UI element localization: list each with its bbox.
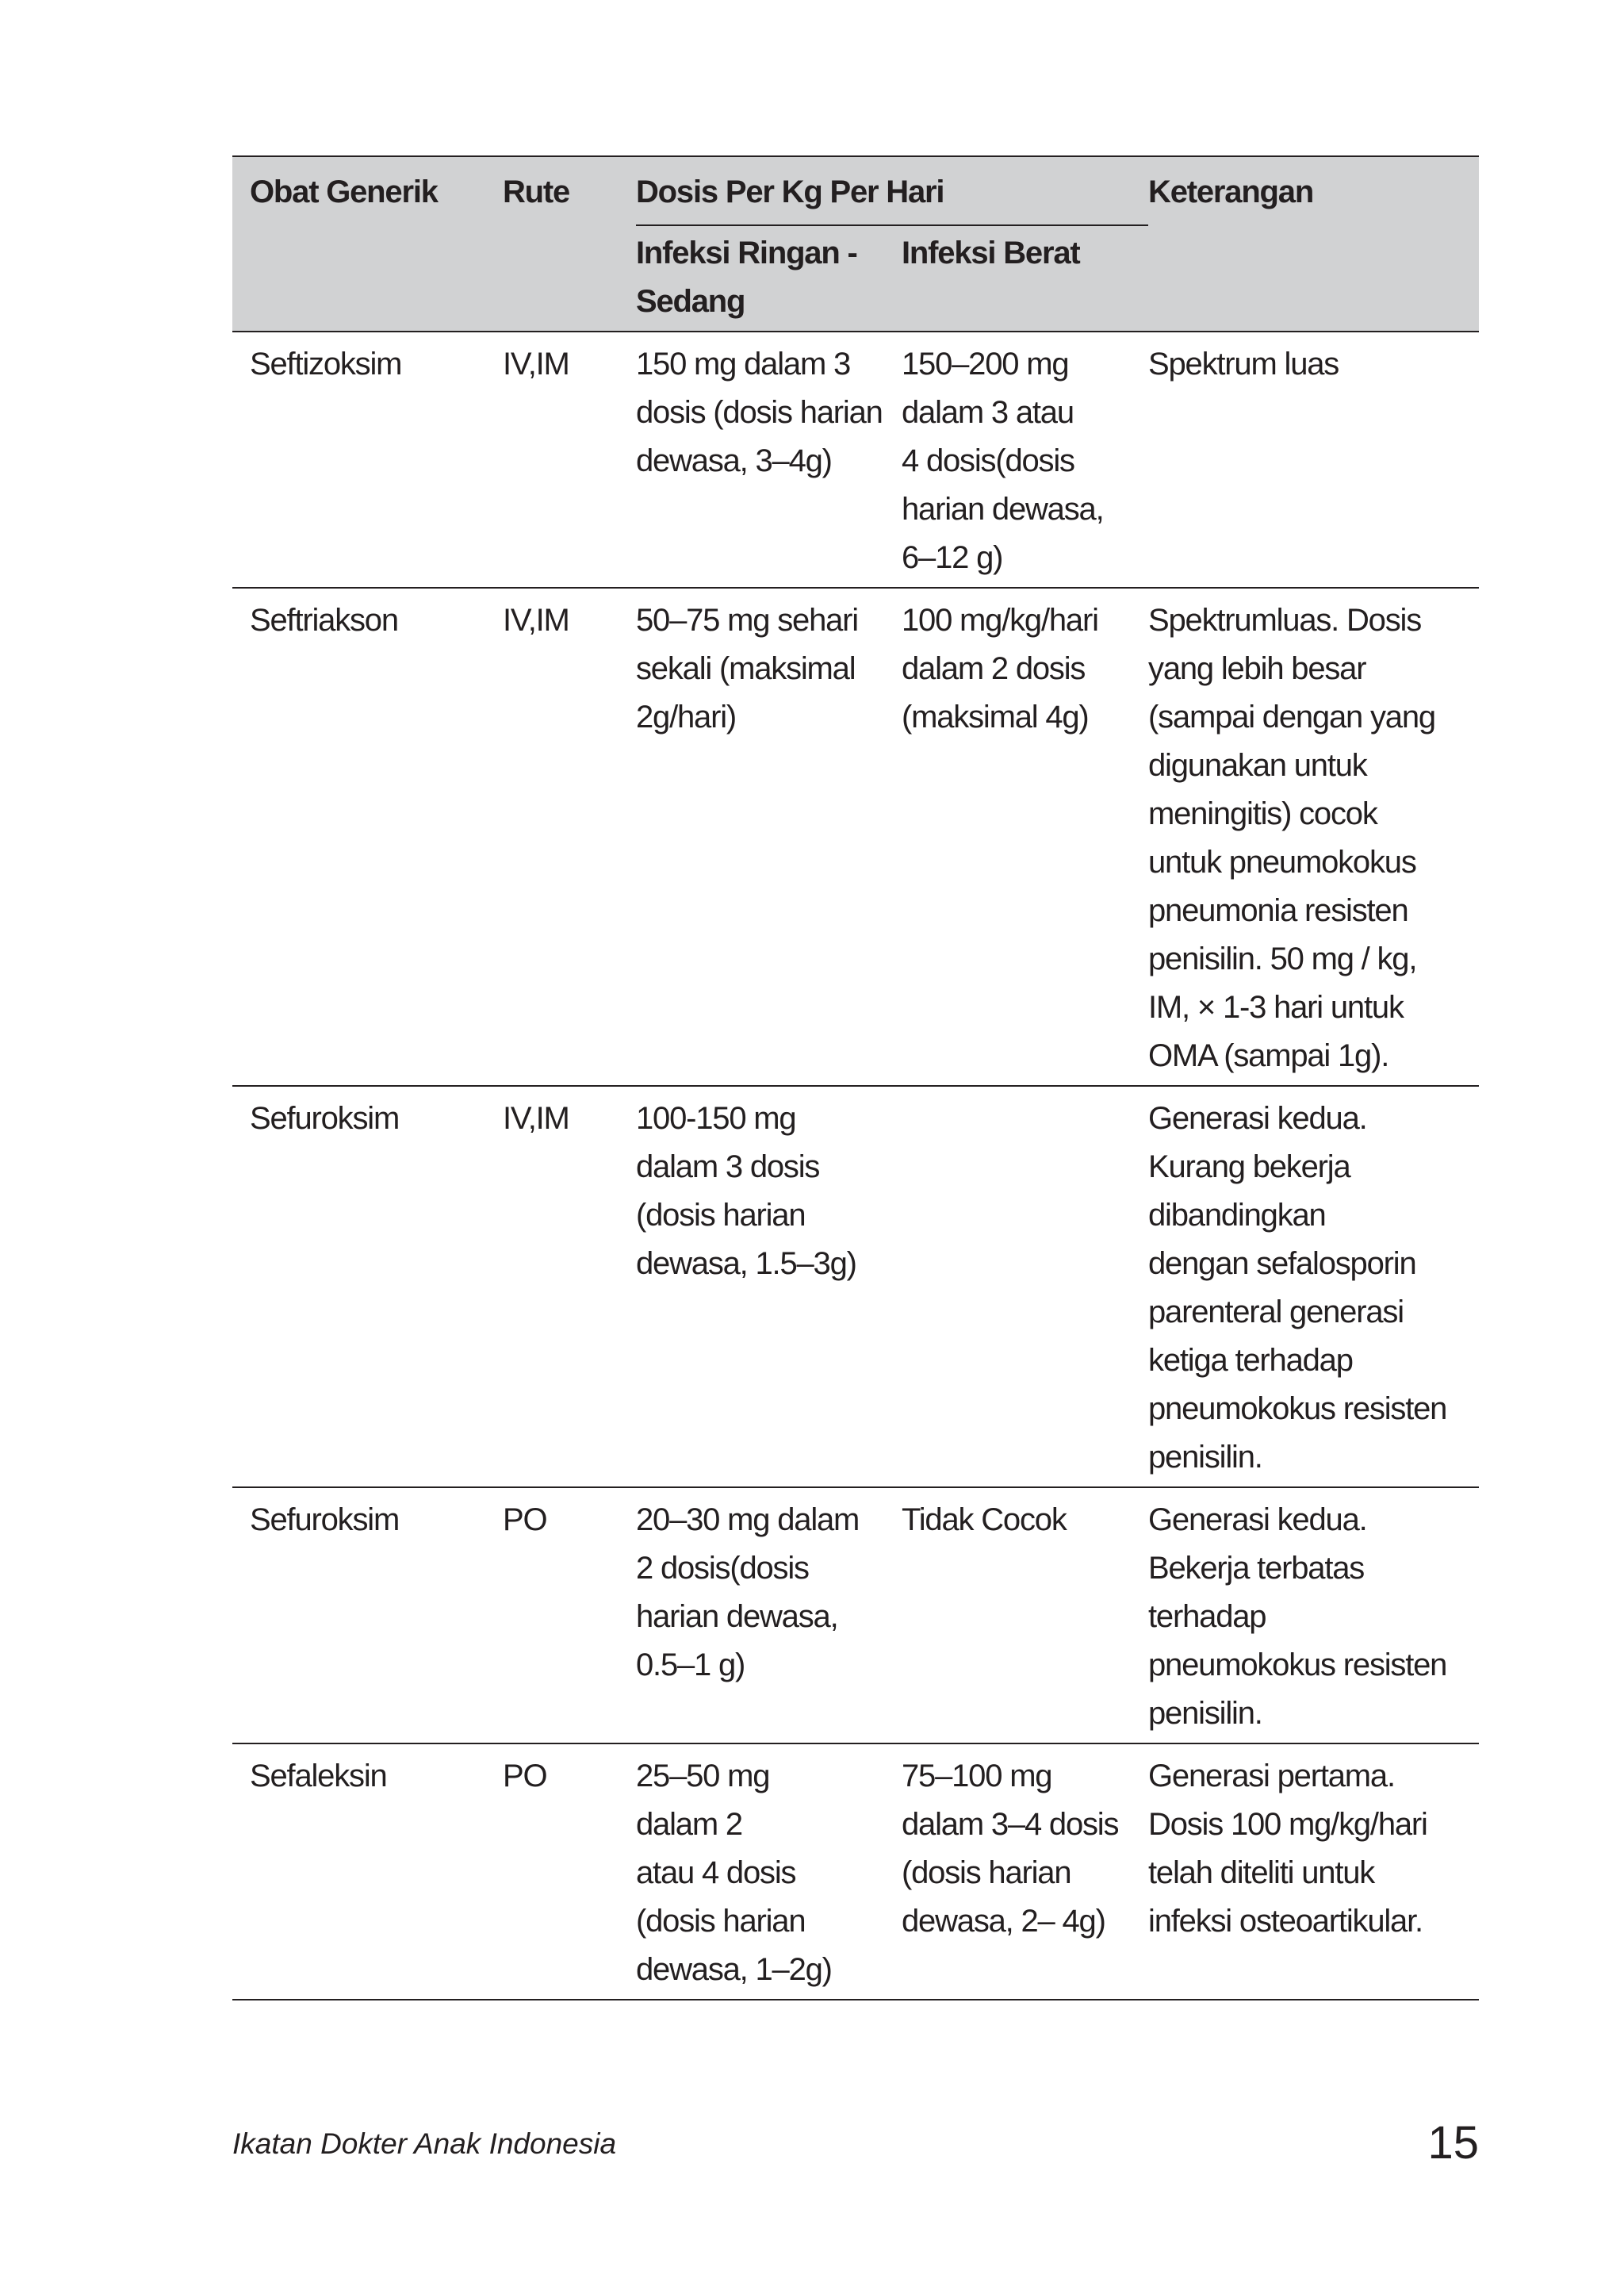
header-route: Rute: [503, 156, 636, 332]
table-row: [232, 1743, 1479, 2000]
cell-drug: Sefuroksim: [250, 1101, 400, 1136]
cell-route: PO: [503, 1502, 547, 1537]
antibiotic-dosage-table: [232, 155, 1479, 2000]
cell-note: Spektrumluas. Dosis yang lebih besar (sampai dengan yang digunakan untuk meningitis) cocok untuk pneumokokus pneumonia resisten penisilin. 50 mg / kg, IM, × 1-3 hari untuk OMA (sampai 1g).: [1148, 603, 1435, 1073]
cell-mild-dose: 20–30 mg dalam 2 dosis(dosis harian dewasa, 0.5–1 g): [636, 1502, 860, 1682]
cell-mild-dose: 150 mg dalam 3 dosis (dosis harian dewasa, 3–4g): [636, 347, 883, 478]
header-row-top: [232, 156, 1479, 225]
table-body: [232, 332, 1479, 2000]
header-note: Keterangan: [1148, 156, 1479, 332]
cell-route: IV,IM: [503, 1101, 569, 1136]
cell-severe-dose: 150–200 mg dalam 3 atau 4 dosis(dosis harian dewasa, 6–12 g): [902, 347, 1104, 575]
table-row: [232, 588, 1479, 1086]
cell-severe-dose: 75–100 mg dalam 3–4 dosis (dosis harian dewasa, 2– 4g): [902, 1759, 1119, 1939]
cell-route: IV,IM: [503, 347, 569, 382]
cell-drug: Seftriakson: [250, 603, 398, 638]
cell-note: Generasi kedua. Bekerja terbatas terhadap pneumokokus resisten penisilin.: [1148, 1502, 1447, 1731]
cell-note: Generasi kedua. Kurang bekerja dibandingkan dengan sefalosporin parenteral generasi ketiga terhadap pneumokokus resisten penisilin.: [1148, 1101, 1447, 1475]
table-row: [232, 332, 1479, 588]
cell-route: PO: [503, 1759, 547, 1793]
header-drug: Obat Generik: [232, 156, 503, 332]
cell-severe-dose: 100 mg/kg/hari dalam 2 dosis (maksimal 4g): [902, 603, 1098, 735]
header-dose-group: Dosis Per Kg Per Hari: [636, 156, 1148, 225]
table-row: [232, 1487, 1479, 1743]
cell-mild-dose: 25–50 mg dalam 2 atau 4 dosis (dosis harian dewasa, 1–2g): [636, 1759, 832, 1987]
cell-note: Spektrum luas: [1148, 347, 1339, 382]
page-number: 15: [1427, 2117, 1479, 2169]
header-severe-infection: Infeksi Berat: [902, 225, 1148, 332]
cell-severe-dose: [902, 1086, 1148, 1487]
footer-publisher: Ikatan Dokter Anak Indonesia: [232, 2127, 617, 2160]
cell-drug: Sefaleksin: [250, 1759, 387, 1793]
table-header: [232, 156, 1479, 332]
cell-drug: Sefuroksim: [250, 1502, 400, 1537]
header-mild-infection: Infeksi Ringan - Sedang: [636, 225, 902, 332]
table-row: [232, 1086, 1479, 1487]
cell-mild-dose: 50–75 mg sehari sekali (maksimal 2g/hari): [636, 603, 858, 735]
cell-route: IV,IM: [503, 603, 569, 638]
cell-mild-dose: 100-150 mg dalam 3 dosis (dosis harian dewasa, 1.5–3g): [636, 1101, 856, 1281]
cell-severe-dose: Tidak Cocok: [902, 1502, 1067, 1537]
cell-note: Generasi pertama. Dosis 100 mg/kg/hari telah diteliti untuk infeksi osteoartikular.: [1148, 1759, 1427, 1939]
cell-drug: Seftizoksim: [250, 347, 402, 382]
